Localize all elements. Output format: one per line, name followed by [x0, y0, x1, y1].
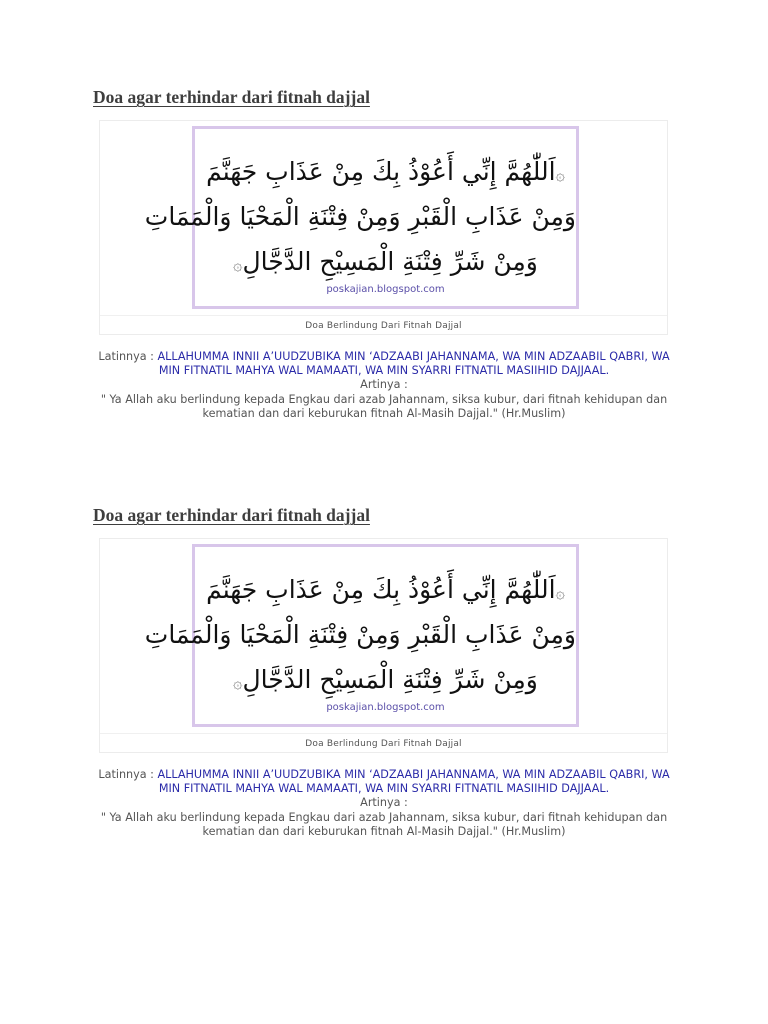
arabic-line-1	[195, 159, 576, 184]
artinya-label: Artinya :	[360, 378, 408, 392]
arabic-line-1	[195, 577, 576, 602]
ornament-icon: ۞	[555, 165, 565, 184]
arabic-line-2	[144, 202, 576, 231]
section-heading-link[interactable]: Doa agar terhindar dari fitnah dajjal	[93, 505, 370, 525]
translation-text: " Ya Allah aku berlindung kepada Engkau dari azab Jahannam, siksa kubur, dari fitnah kehidupan dan kematian dan dari keburukan fitnah Al-Masih Dajjal." (Hr.Muslim)	[100, 392, 668, 420]
doa-text-block	[96, 768, 672, 839]
figure-caption: Doa Berlindung Dari Fitnah Dajjal	[305, 321, 462, 331]
arabic-text: وَمِنْ شَرِّ فِتْنَةِ الْمَسِيْحِ الدَّجَّالِ	[242, 247, 538, 276]
arabic-text: وَمِنْ عَذَابِ الْقَبْرِ وَمِنْ فِتْنَةِ الْمَحْيَا وَالْمَمَاتِ	[144, 620, 576, 649]
latin-text: ALLAHUMMA INNII A’UUDZUBIKA MIN ‘ADZAABI JAHANNAMA, WA MIN ADZAABIL QABRI, WA MIN FITNATIL MAHYA WAL MAMAATI, WA MIN SYARRI FITNATIL MASIIHID DAJJAAL.	[157, 768, 670, 796]
arabic-line-2	[144, 620, 576, 649]
translation-text: " Ya Allah aku berlindung kepada Engkau dari azab Jahannam, siksa kubur, dari fitnah kehidupan dan kematian dan dari keburukan fitnah Al-Masih Dajjal." (Hr.Muslim)	[100, 810, 668, 838]
arabic-text: وَمِنْ عَذَابِ الْقَبْرِ وَمِنْ فِتْنَةِ الْمَحْيَا وَالْمَمَاتِ	[144, 202, 576, 231]
section-heading-link[interactable]: Doa agar terhindar dari fitnah dajjal	[93, 87, 370, 107]
ornament-icon: ۞	[233, 673, 243, 692]
arabic-line-3	[195, 249, 576, 274]
latin-text: ALLAHUMMA INNII A’UUDZUBIKA MIN ‘ADZAABI JAHANNAMA, WA MIN ADZAABIL QABRI, WA MIN FITNATIL MAHYA WAL MAMAATI, WA MIN SYARRI FITNATIL MASIIHID DAJJAAL.	[157, 350, 670, 378]
figure-container	[99, 538, 668, 753]
ornament-icon: ۞	[233, 255, 243, 274]
ornament-icon: ۞	[555, 583, 565, 602]
figure-caption: Doa Berlindung Dari Fitnah Dajjal	[305, 739, 462, 749]
artinya-label: Artinya :	[360, 796, 408, 810]
figure-divider	[100, 733, 667, 734]
arabic-line-3	[195, 667, 576, 692]
image-watermark: poskajian.blogspot.com	[326, 284, 445, 295]
doa-image	[144, 126, 579, 309]
arabic-text: وَمِنْ شَرِّ فِتْنَةِ الْمَسِيْحِ الدَّجَّالِ	[242, 665, 538, 694]
arabic-text: اَللّٰهُمَّ إِنِّي أَعُوْذُ بِكَ مِنْ عَذَابِ جَهَنَّمَ	[206, 157, 556, 186]
latin-label: Latinnya :	[98, 768, 158, 781]
latin-label: Latinnya :	[98, 350, 158, 363]
arabic-text: اَللّٰهُمَّ إِنِّي أَعُوْذُ بِكَ مِنْ عَذَابِ جَهَنَّمَ	[206, 575, 556, 604]
figure-container	[99, 120, 668, 335]
image-watermark: poskajian.blogspot.com	[326, 702, 445, 713]
doa-image	[144, 544, 579, 727]
figure-divider	[100, 315, 667, 316]
doa-text-block	[96, 350, 672, 421]
